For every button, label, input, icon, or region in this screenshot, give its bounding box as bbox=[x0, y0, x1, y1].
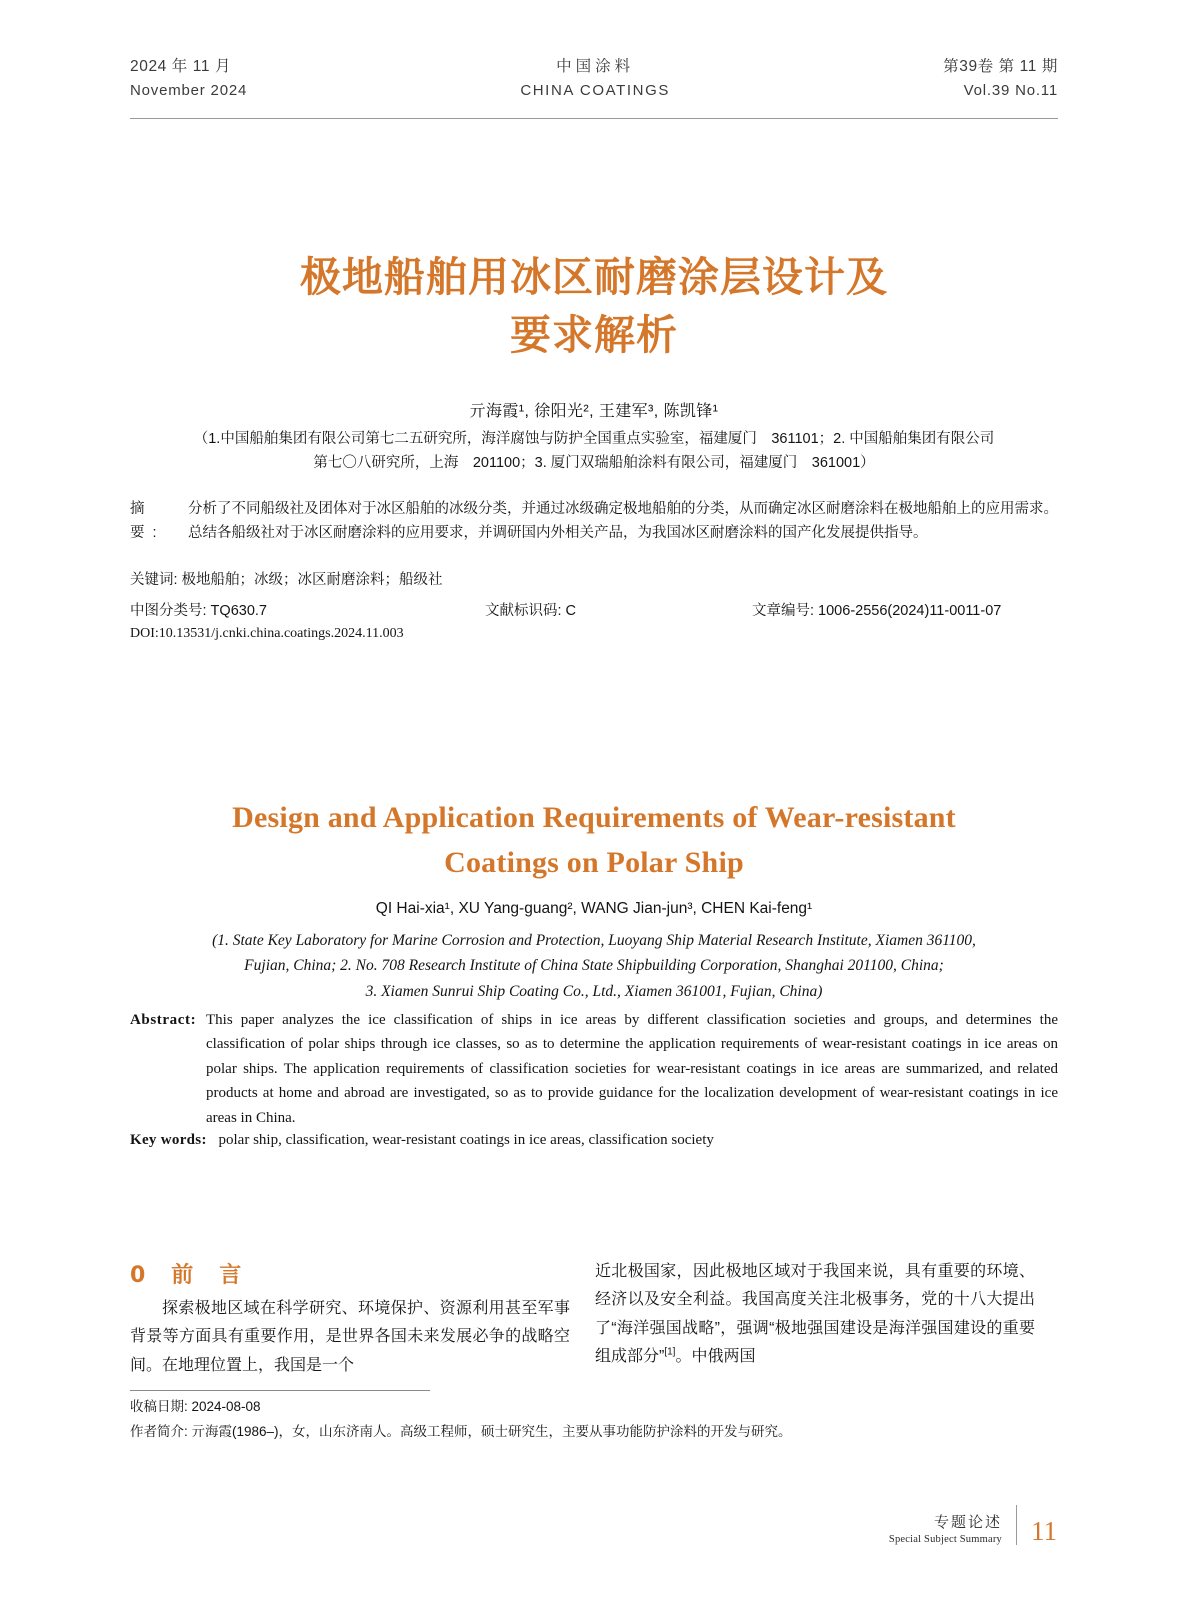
affiliation-cn-line2: 第七〇八研究所，上海 201100；3. 厦门双瑞船舶涂料有限公司，福建厦门 361001） bbox=[313, 454, 875, 471]
page-number: 11 bbox=[1031, 1516, 1057, 1546]
affiliation-en-line3: 3. Xiamen Sunrui Ship Coating Co., Ltd., Xiamen 361001, Fujian, China) bbox=[365, 982, 823, 1000]
page-footer bbox=[889, 1505, 1057, 1547]
body-paragraph-right bbox=[595, 1258, 1035, 1372]
footer-section-en: Special Subject Summary bbox=[888, 1533, 1002, 1545]
abstract-cn-label: 摘 要: bbox=[130, 501, 175, 542]
footer-section-labels bbox=[889, 1513, 1002, 1547]
authors-cn: 亓海霞¹, 徐阳光², 王建军³, 陈凯锋¹ bbox=[469, 403, 719, 420]
section-heading-0: 0 前 言 bbox=[130, 1263, 244, 1288]
issue-date-en: November 2024 bbox=[130, 82, 248, 100]
abstract-en-label: Abstract: bbox=[130, 1012, 197, 1028]
running-head-left bbox=[130, 55, 247, 102]
running-head bbox=[130, 55, 1058, 102]
footnote-rule bbox=[130, 1390, 430, 1391]
article-number: 文章编号: 1006-2556(2024)11-0011-07 bbox=[752, 603, 1002, 619]
footer-divider bbox=[1016, 1505, 1017, 1545]
affiliation-en-line2: Fujian, China; 2. No. 708 Research Institute of China State Shipbuilding Corporation, Shanghai 201100, China; bbox=[244, 957, 944, 975]
clc-number: 中图分类号: TQ630.7 bbox=[130, 603, 267, 619]
abstract-cn-text: 分析了不同船级社及团体对于冰区船舶的冰级分类，并通过冰级确定极地船舶的分类，从而确定冰区耐磨涂料在极地船舶上的应用需求。总结各船级社对于冰区耐磨涂料的应用要求，并调研国内外相关产品，为我国冰区耐磨涂料的国产化发展提供指导。 bbox=[188, 501, 1058, 542]
body-column-left bbox=[130, 1295, 570, 1380]
abstract-cn bbox=[130, 497, 1058, 545]
volume-issue-cn: 第39卷 第 11 期 bbox=[943, 58, 1058, 75]
abstract-en-text: This paper analyzes the ice classification of ships in ice areas by different classification societies and groups, and determines the classification of polar ships through ice classes, so as to determine the application requirements of wear-resistant coatings in ice areas on polar ships. The application requirements of classification societies for wear-resistant coatings in ice areas are summarized, and related products at home and abroad are investigated, so as to provide guidance for the localization development of wear-resistant coatings in ice areas in China. bbox=[206, 1012, 1058, 1126]
body-paragraph-right-tail: 。中俄两国 bbox=[675, 1348, 756, 1366]
body-column-right bbox=[595, 1258, 1035, 1372]
page-title-cn bbox=[130, 248, 1058, 364]
footnotes bbox=[130, 1395, 960, 1445]
doi: DOI:10.13531/j.cnki.china.coatings.2024.11.003 bbox=[130, 626, 404, 641]
affiliations-cn bbox=[130, 428, 1058, 476]
affiliations-en bbox=[130, 928, 1058, 1004]
page-title-cn-line1: 极地船舶用冰区耐磨涂层设计及 bbox=[300, 253, 888, 301]
journal-name-en: CHINA COATINGS bbox=[520, 82, 670, 100]
page-title-en bbox=[130, 795, 1058, 885]
authors-en: QI Hai-xia¹, XU Yang-guang², WANG Jian-jun³, CHEN Kai-feng¹ bbox=[375, 900, 813, 917]
volume-issue-en: Vol.39 No.11 bbox=[963, 82, 1058, 100]
keywords-cn: 关键词: 极地船舶；冰级；冰区耐磨涂料；船级社 bbox=[130, 572, 443, 588]
received-date: 收稿日期: 2024-08-08 bbox=[130, 1399, 261, 1414]
footer-section-cn: 专题论述 bbox=[933, 1513, 1002, 1531]
page-title-en-line1: Design and Application Requirements of Wear-resistant bbox=[232, 801, 956, 834]
page-title-cn-line2: 要求解析 bbox=[510, 311, 678, 360]
keywords-en-label: Key words: bbox=[130, 1132, 207, 1148]
running-head-right bbox=[943, 55, 1058, 102]
affiliation-en-line1: (1. State Key Laboratory for Marine Corrosion and Protection, Luoyang Ship Material Research Institute, Xiamen 361100, bbox=[212, 932, 976, 949]
running-head-rule bbox=[130, 118, 1058, 119]
body-paragraph-left: 探索极地区域在科学研究、环境保护、资源利用甚至军事背景等方面具有重要作用，是世界各国未来发展必争的战略空间。在地理位置上，我国是一个 bbox=[130, 1300, 570, 1374]
running-head-center bbox=[520, 55, 670, 102]
keywords-en bbox=[130, 1132, 1058, 1149]
page-title-en-line2: Coatings on Polar Ship bbox=[444, 846, 744, 879]
keywords-en-text: polar ship, classification, wear-resistant coatings in ice areas, classification society bbox=[218, 1132, 714, 1148]
body-paragraph-right-text: 近北极国家，因此极地区域对于我国来说，具有重要的环境、经济以及安全利益。我国高度关注北极事务，党的十八大提出了“海洋强国战略”，强调“极地强国建设是海洋强国建设的重要组成部分” bbox=[595, 1263, 1035, 1366]
issue-date-cn: 2024 年 11 月 bbox=[130, 58, 232, 75]
author-biography: 作者简介: 亓海霞(1986–)，女，山东济南人。高级工程师，硕士研究生，主要从事功能防护涂料的开发与研究。 bbox=[130, 1423, 792, 1439]
affiliation-cn-line1: （1.中国船舶集团有限公司第七二五研究所，海洋腐蚀与防护全国重点实验室，福建厦门 361101；2. 中国船舶集团有限公司 bbox=[193, 431, 995, 447]
journal-name-cn: 中国涂料 bbox=[556, 58, 635, 75]
abstract-en bbox=[130, 1008, 1058, 1130]
document-code: 文献标识码: C bbox=[485, 603, 577, 619]
citation-reference-1[interactable]: [1] bbox=[664, 1347, 676, 1359]
